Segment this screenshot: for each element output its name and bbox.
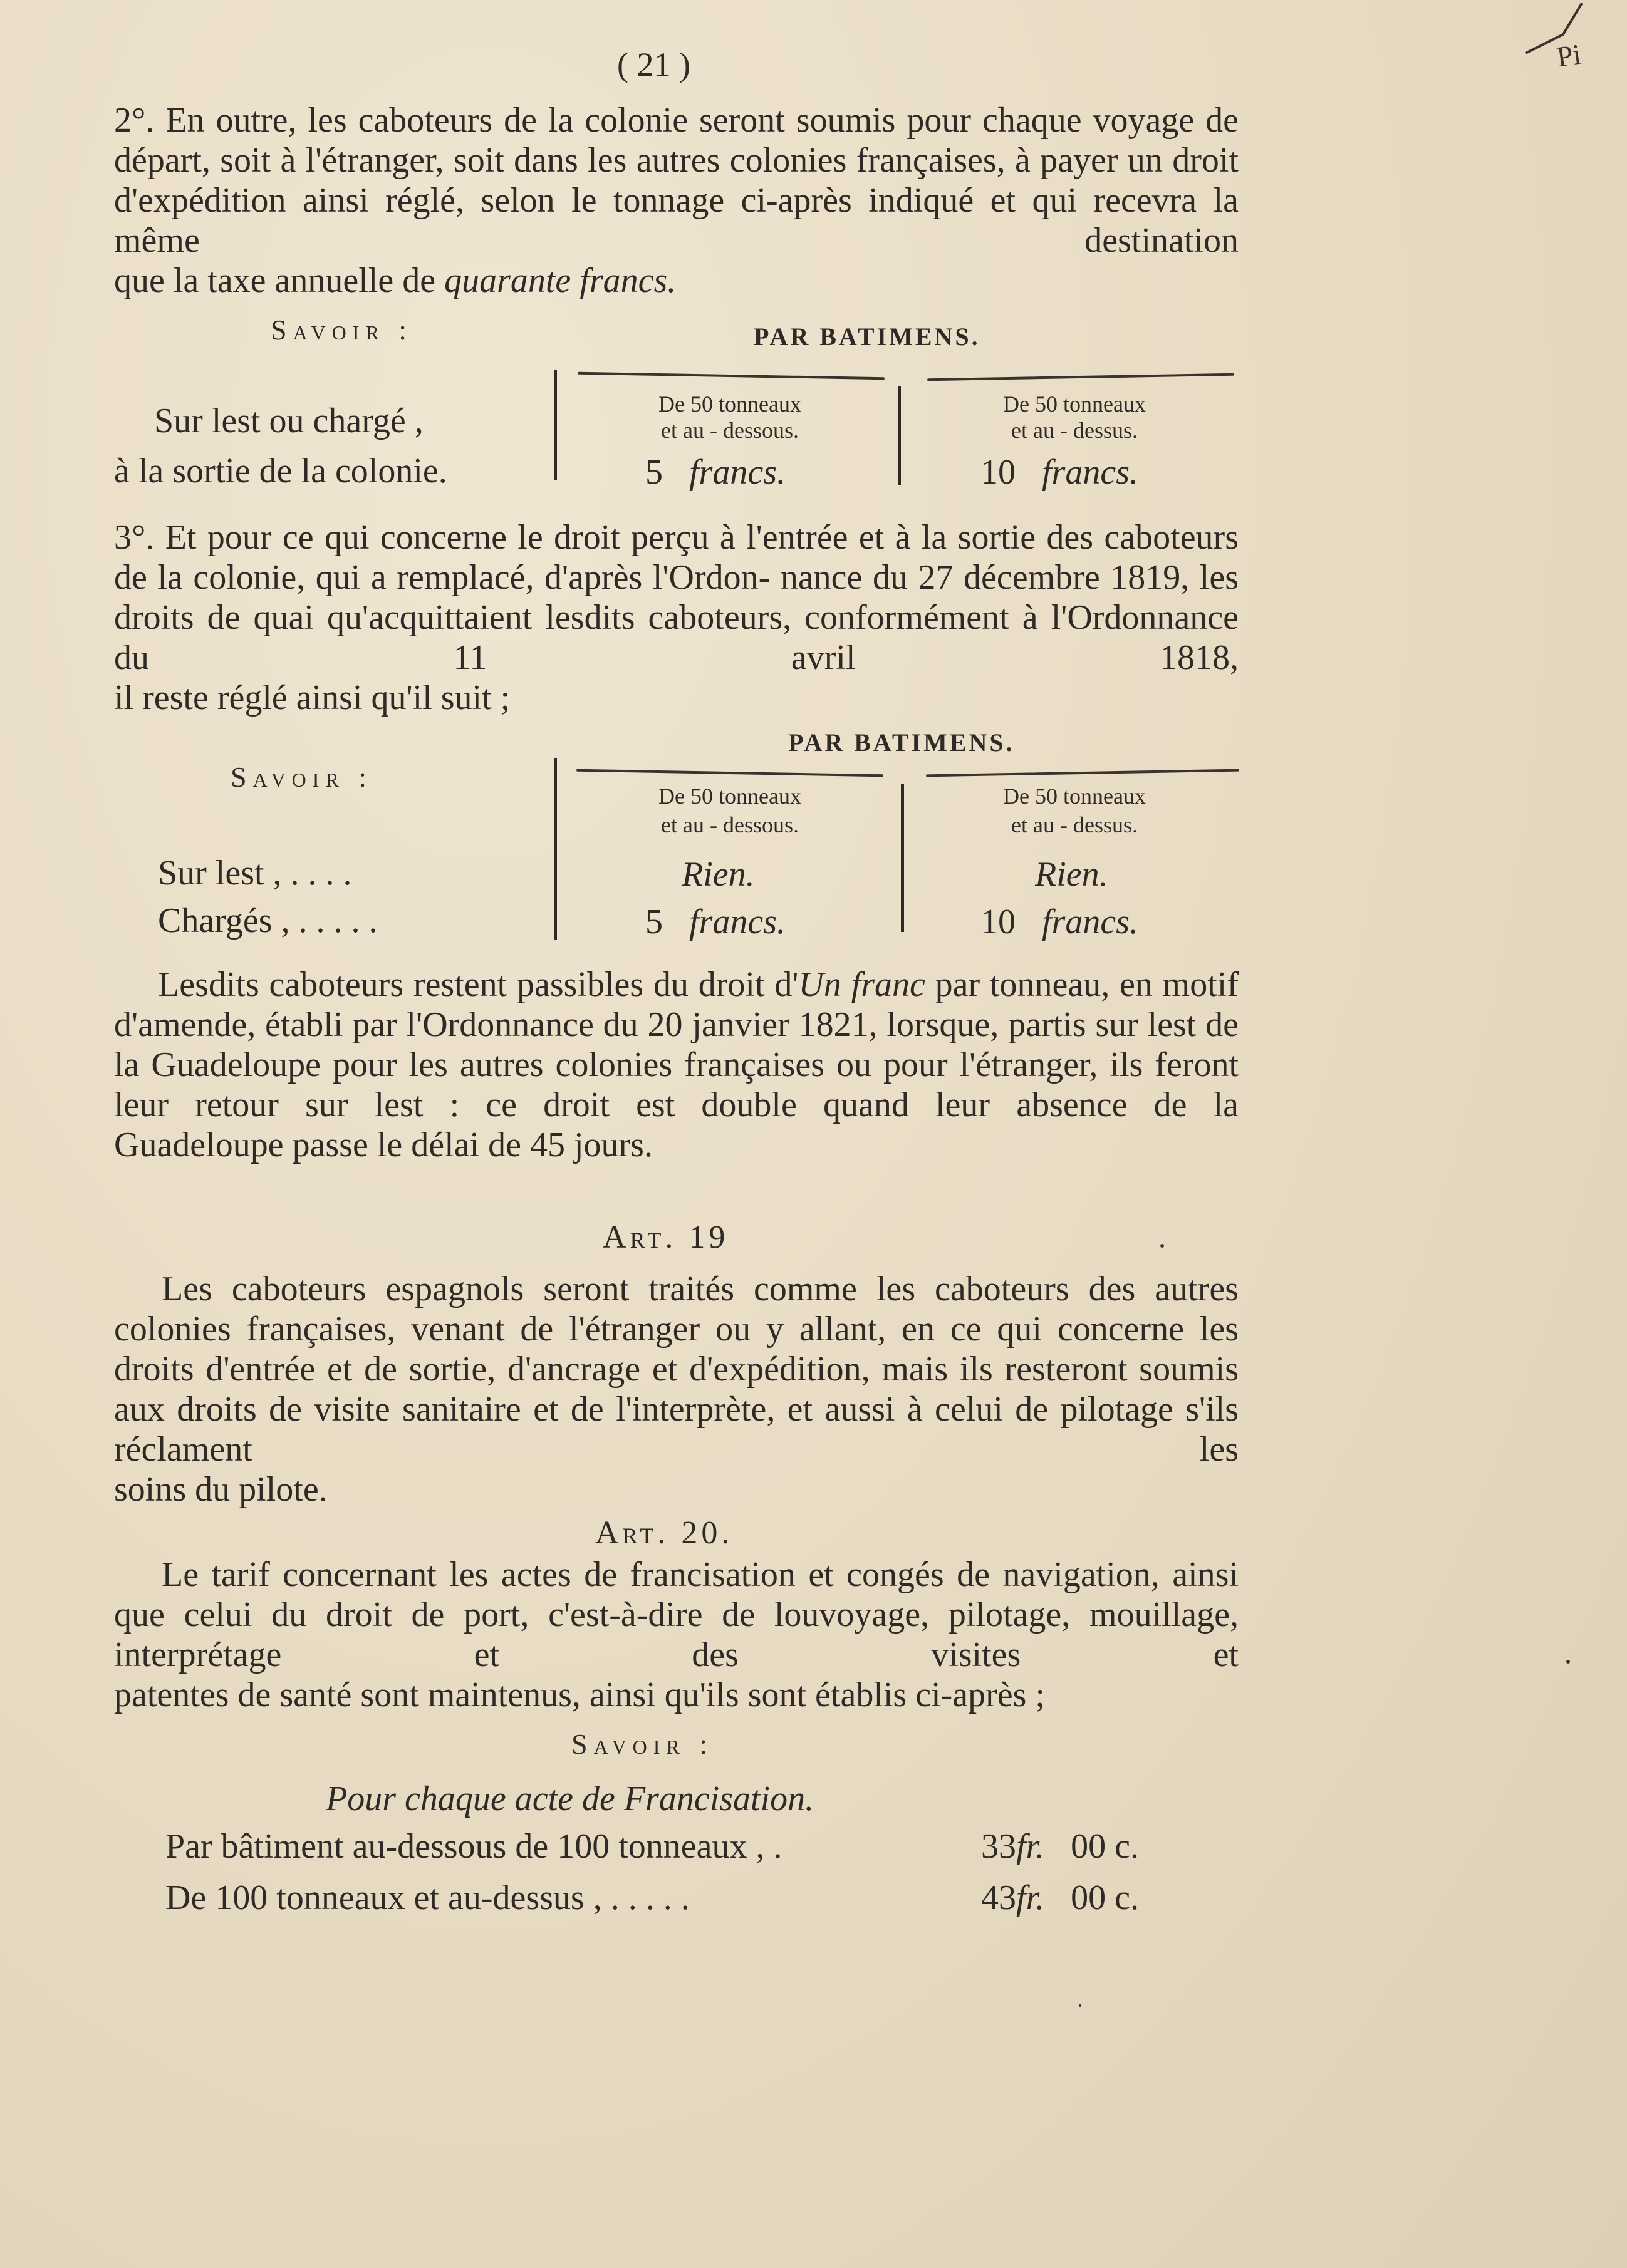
table1-col2-unit: francs. <box>1042 453 1138 492</box>
table2-row1-col2: Rien. <box>1035 855 1108 894</box>
tariff-row-1-fr: fr. <box>1016 1827 1045 1866</box>
paragraph-4 <box>114 965 1239 1165</box>
table2-row2-col2-num: 10 <box>980 903 1016 941</box>
table2-row2-col1 <box>645 902 786 942</box>
table2-divider-right <box>901 784 904 932</box>
art19-line-4: d'expédition, mais ils resteront soumis aux droits de visite sanitaire <box>114 1350 1239 1429</box>
art20-line-3: louvoyage, pilotage, mouillage, interprétage et des visites et <box>114 1595 1239 1674</box>
p2-line-2: chaque voyage de départ, soit à l'étranger, soit dans les autres <box>114 101 1239 180</box>
table1-row-label-2: à la sortie de la colonie. <box>114 452 447 490</box>
table2-col1-head-2: et au - dessous. <box>661 812 799 837</box>
tariff-row-2-cents: 00 c. <box>1071 1878 1140 1917</box>
table2-savoir: Savoir : <box>231 761 373 793</box>
art19-line-2: des autres colonies françaises, venant de l'étranger ou y allant, en <box>114 1270 1239 1349</box>
table2-brace-right <box>926 769 1239 777</box>
art19-heading: Art. 19 <box>603 1219 729 1255</box>
table2-par-batimens: PAR BATIMENS. <box>788 728 1015 757</box>
p4-line-5: retour sur lest : ce droit est double quand leur absence de la <box>195 1085 1239 1124</box>
table2-row1-col1: Rien. <box>682 855 755 894</box>
table2-col2-head-2: et au - dessus. <box>1011 812 1138 837</box>
tariff-row-2-fr: fr. <box>1016 1878 1045 1917</box>
table1-brace-left <box>578 372 885 380</box>
art19-line-3: ce qui concerne les droits d'entrée et de sortie, d'ancrage et <box>114 1310 1239 1389</box>
art19-line-5: et de l'interprète, et aussi à celui de pilotage s'ils réclament les <box>114 1390 1239 1469</box>
tariff-savoir: Savoir : <box>571 1728 714 1760</box>
table1-col1-head-2: et au - dessous. <box>661 418 799 443</box>
table1-col2-head-2: et au - dessus. <box>1011 418 1138 443</box>
p3-line-2: sortie des caboteurs de la colonie, qui a remplacé, d'après l'Ordon- <box>114 518 1239 597</box>
p3-line-3: nance du 27 décembre 1819, les droits de quai qu'acquittaient <box>114 558 1239 637</box>
table2-row2-col1-unit: francs. <box>689 903 786 941</box>
table1-savoir: Savoir : <box>271 314 413 346</box>
paragraph-2 <box>114 100 1239 301</box>
table1-col1-value <box>645 452 786 492</box>
table1-col1-num: 5 <box>645 453 663 492</box>
table2-col2-head-1: De 50 tonneaux <box>1003 784 1146 809</box>
corner-pen-stroke <box>1516 0 1591 69</box>
paragraph-3 <box>114 517 1239 718</box>
tariff-row-2-label: De 100 tonneaux et au-dessus , . . . . . <box>165 1878 690 1917</box>
p3-line-1: 3°. Et pour ce qui concerne le droit perçu à l'entrée et à la <box>114 518 947 557</box>
paper-speck <box>1160 1244 1164 1248</box>
art20-line-2: navigation, ainsi que celui du droit de port, c'est-à-dire de <box>114 1555 1239 1634</box>
tariff-row-2-num: 43 <box>981 1878 1016 1917</box>
table2-row2-label: Chargés , . . . . . <box>158 901 378 940</box>
art19-body <box>114 1269 1239 1509</box>
corner-mark: Pi <box>1554 38 1583 73</box>
table1-divider-left <box>554 370 557 480</box>
p2-line-3: colonies françaises, à payer un droit d'expédition ainsi réglé, selon <box>114 141 1239 220</box>
p3-line-4: lesdits caboteurs, conformément à l'Ordonnance du 11 avril 1818, <box>114 598 1239 677</box>
p2-last-italic: quarante francs. <box>444 261 677 300</box>
p4-line-2: tonneau, en motif d'amende, établi par l'Ordonnance du 20 <box>114 965 1239 1044</box>
table2-row2-col1-num: 5 <box>645 903 663 941</box>
art19-line-6: soins du pilote. <box>114 1470 328 1509</box>
p2-line-4: le tonnage ci-après indiqué et qui recevra la même destination <box>114 181 1239 260</box>
table2-brace-left <box>576 769 883 777</box>
p4-line-1-a: Lesdits caboteurs restent passibles du droit d' <box>158 965 799 1004</box>
art20-heading: Art. 20. <box>595 1515 734 1551</box>
p4-line-3: janvier 1821, lorsque, partis sur lest de la Guadeloupe pour les <box>114 1005 1239 1084</box>
table1-divider-right <box>898 386 901 485</box>
table1-col1-head-1: De 50 tonneaux <box>658 391 801 417</box>
tariff-row-1-num: 33 <box>981 1827 1016 1866</box>
art19-line-1: Les caboteurs espagnols seront traités comme les caboteurs <box>162 1270 1069 1308</box>
art20-line-1: Le tarif concernant les actes de francisation et congés de <box>162 1555 990 1594</box>
p4-line-1-b: par <box>925 965 980 1004</box>
table2-col1-head-1: De 50 tonneaux <box>658 784 801 809</box>
table1-col2-value <box>980 452 1138 492</box>
tariff-row-1-label: Par bâtiment au-dessous de 100 tonneaux , . <box>165 1827 782 1866</box>
tariff-row-2-amount <box>981 1878 1139 1918</box>
art20-line-4: patentes de santé sont maintenus, ainsi qu'ils sont établis ci-après ; <box>114 1675 1045 1714</box>
tariff-subheading: Pour chaque acte de Francisation. <box>326 1779 814 1818</box>
table2-row2-col2 <box>980 902 1138 942</box>
paper-speck <box>1566 1660 1570 1664</box>
table1-col1-unit: francs. <box>689 453 786 492</box>
tariff-row-1-cents: 00 c. <box>1071 1827 1140 1866</box>
p4-line-4: autres colonies françaises ou pour l'étranger, ils feront leur <box>114 1045 1239 1124</box>
p4-line-6: Guadeloupe passe le délai de 45 jours. <box>114 1126 653 1164</box>
tariff-row-1-amount <box>981 1826 1139 1867</box>
table1-par-batimens: PAR BATIMENS. <box>754 323 980 351</box>
p2-last-plain: que la taxe annuelle de <box>114 261 445 300</box>
table2-row2-col2-unit: francs. <box>1042 903 1138 941</box>
table1-col2-num: 10 <box>980 453 1016 492</box>
table1-row-label-1: Sur lest ou chargé , <box>154 401 424 440</box>
p2-line-5 <box>114 261 1239 301</box>
p3-line-5: il reste réglé ainsi qu'il suit ; <box>114 678 511 717</box>
paper-speck <box>1079 2004 1081 2007</box>
art20-body <box>114 1555 1239 1715</box>
table1-brace-right <box>927 373 1234 381</box>
p4-line-1 <box>114 965 980 1004</box>
p2-line-1: 2°. En outre, les caboteurs de la colonie seront soumis pour <box>114 101 972 140</box>
table2-row1-label: Sur lest , . . . . <box>158 854 352 893</box>
table1-col2-head-1: De 50 tonneaux <box>1003 391 1146 417</box>
page-number: ( 21 ) <box>617 46 690 83</box>
p4-line-1-italic: Un franc <box>798 965 925 1004</box>
table2-divider-left <box>554 758 557 940</box>
